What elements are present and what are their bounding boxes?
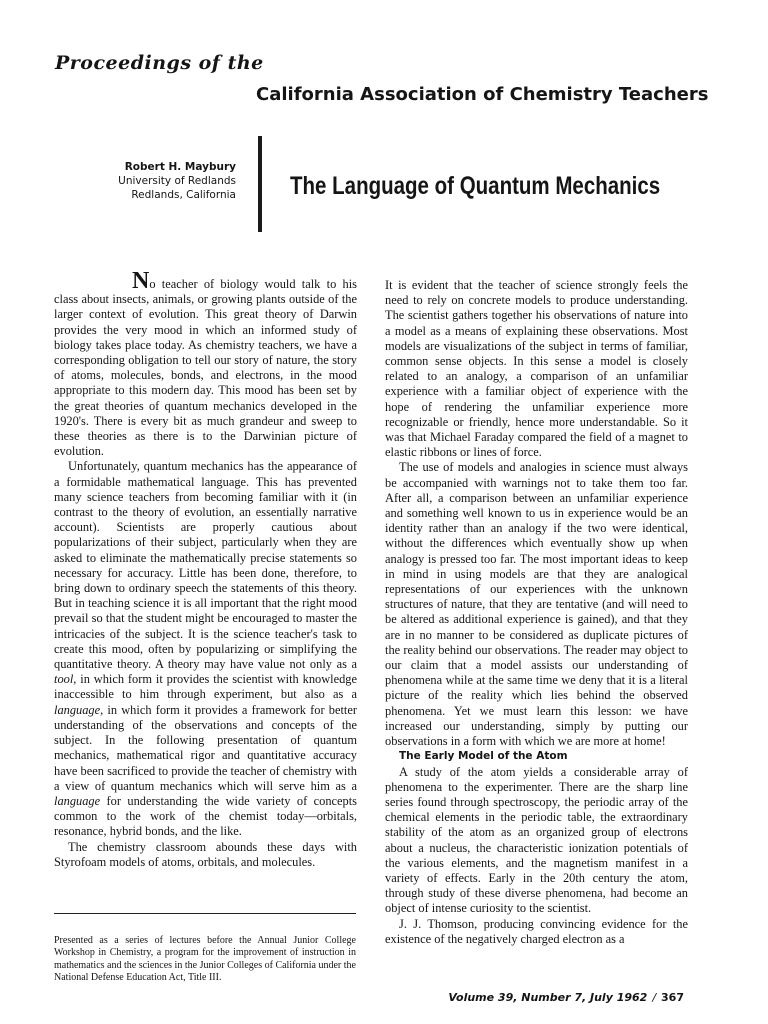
author-location: Redlands, California (131, 189, 236, 201)
paragraph-text: Unfortunately, quantum mechanics has the appearance of a formidable mathematical language. This has prevented many science teachers from becoming familiar with it (in contrast to the theory of evolution, an essentially narrative account). Scientists are properly cautious about popularizations of their subject, particularly when they are asked to eliminate the mathematically precise statements so necessary for accuracy. Little has been done, therefore, to bring down to ordinary speech the statements of this theory. But in teaching science it is all important that the right mood prevail so that the student might be encouraged to master the intricacies of the subject. It is the science teacher's task to create this mood, often by popularizing or simplifying the quantitative theory. A theory may have value not only as a (54, 459, 357, 672)
paragraph-text: for understanding the wide variety of concepts common to the work of the chemist today—orbitals, resonance, hybrid bonds, and the like. (54, 793, 357, 839)
paragraph-thomson: J. J. Thomson, producing convincing evidence for the existence of the negatively charged electron as a (385, 916, 688, 946)
article-title: The Language of Quantum Mechanics (290, 172, 661, 200)
paragraph-formidable (54, 459, 357, 839)
author-block (118, 160, 236, 202)
title-divider (258, 136, 262, 232)
proceedings-heading: Proceedings of the (55, 52, 264, 74)
footnote-rule (54, 913, 356, 914)
folio-separator: / (652, 991, 657, 1004)
section-heading: The Early Model of the Atom (399, 750, 568, 763)
paragraph-text: in which form it provides a framework for better understanding of the observations and concepts of the subject. In the following presentation of quantum mechanics, mathematical rigor and quantitative accuracy have been sacrificed to provide the teacher of chemistry with a view of quantum mechanics which will serve him as a (54, 702, 357, 793)
association-title: California Association of Chemistry Teachers (256, 84, 709, 105)
paragraph-text: in which form it provides the scientist with knowledge inaccessible to him through experiment, but also as a (54, 672, 357, 702)
paragraph-atom-study: A study of the atom yields a considerable array of phenomena to the experimenter. There are the sharp line series found through spectroscopy, the periodic array of the chemical elements in the periodic table, the extraordinary stability of the atom as an organized group of electrons about a nucleus, the characteristic ionization potentials of the various elements, and the magnetism manifest in a variety of effects. Early in the 20th century the atom, through study of these diverse phenomena, had become an object of intense curiosity to the scientist. (385, 764, 688, 916)
italic-term: language, (54, 702, 104, 717)
footnote: Presented as a series of lectures before the Annual Junior College Workshop in Chemistry, a program for the improvement of instruction in mathematics and the sciences in the Junior Colleges of California under the National Defense Education Act, Title III. (54, 935, 356, 983)
italic-term: tool, (54, 672, 77, 687)
paragraph-analogies: The use of models and analogies in science must always be accompanied with warnings not to take them too far. After all, a comparison between an unfamiliar experience and something well known to us in experience would be an identity rather than an analogy if the two were identical, without the differences which eventually show up when analogy is pressed too far. The most important ideas to keep in mind in using models are that they are analogical representations of our experiences with the unknown structures of nature, that they are tentative (and will need to be altered as additional experience is gained), and that they are in no manner to be considered as duplicate pictures of the reality behind our observations. The reader may object to our claim that a model assists our understanding of phenomena while at the same time we deny that it is a literal picture of the reality which lies behind the observed phenomena. Yet we must learn this lesson: we have increased our understanding, simply by putting our observations in a form with which we are more at home! (385, 460, 688, 749)
paragraph-intro-text: o teacher of biology would talk to his class about insects, animals, or growing plants outside of the larger context of evolution. This great theory of Darwin provides the very mood in which an informed study of biology takes place today. As chemistry teachers, we have a corresponding obligation to tell our story of nature, the story of atoms, molecules, bonds, and electrons, in the mood appropriate to this modern day. This mood has been set by the great theories of quantum mechanics developed in the 1920's. There is every bit as much grandeur and sweep to these theories as there is to the Darwinian picture of evolution. (54, 277, 357, 459)
text-column-right (385, 278, 688, 947)
issue-info: Volume 39, Number 7, July 1962 (448, 991, 648, 1004)
paragraph-styrofoam: The chemistry classroom abounds these days with Styrofoam models of atoms, orbitals, and molecules. (54, 839, 357, 869)
author-name: Robert H. Maybury (124, 161, 236, 173)
text-column-left (54, 268, 357, 870)
author-affiliation: University of Redlands (118, 175, 236, 187)
drop-cap: N (132, 268, 150, 294)
page-number: 367 (661, 991, 684, 1004)
paragraph-models: It is evident that the teacher of science strongly feels the need to rely on concrete models to produce understanding. The scientist gathers together his observations of nature into a model as a means of explaining these observations. Most models are visualizations of the subject in terms of familiar, common sense objects. In this sense a model is closely related to an analogy, a comparison of an unfamiliar experience with a familiar object of experience with the hope of rendering the unfamiliar experience more recognizable or friendly, hence more understandable. So it was that Michael Faraday compared the field of a magnet to elastic ribbons or lines of force. (385, 278, 688, 460)
italic-term: language (54, 793, 101, 808)
paragraph-intro (54, 268, 357, 459)
page-footer (448, 991, 684, 1004)
